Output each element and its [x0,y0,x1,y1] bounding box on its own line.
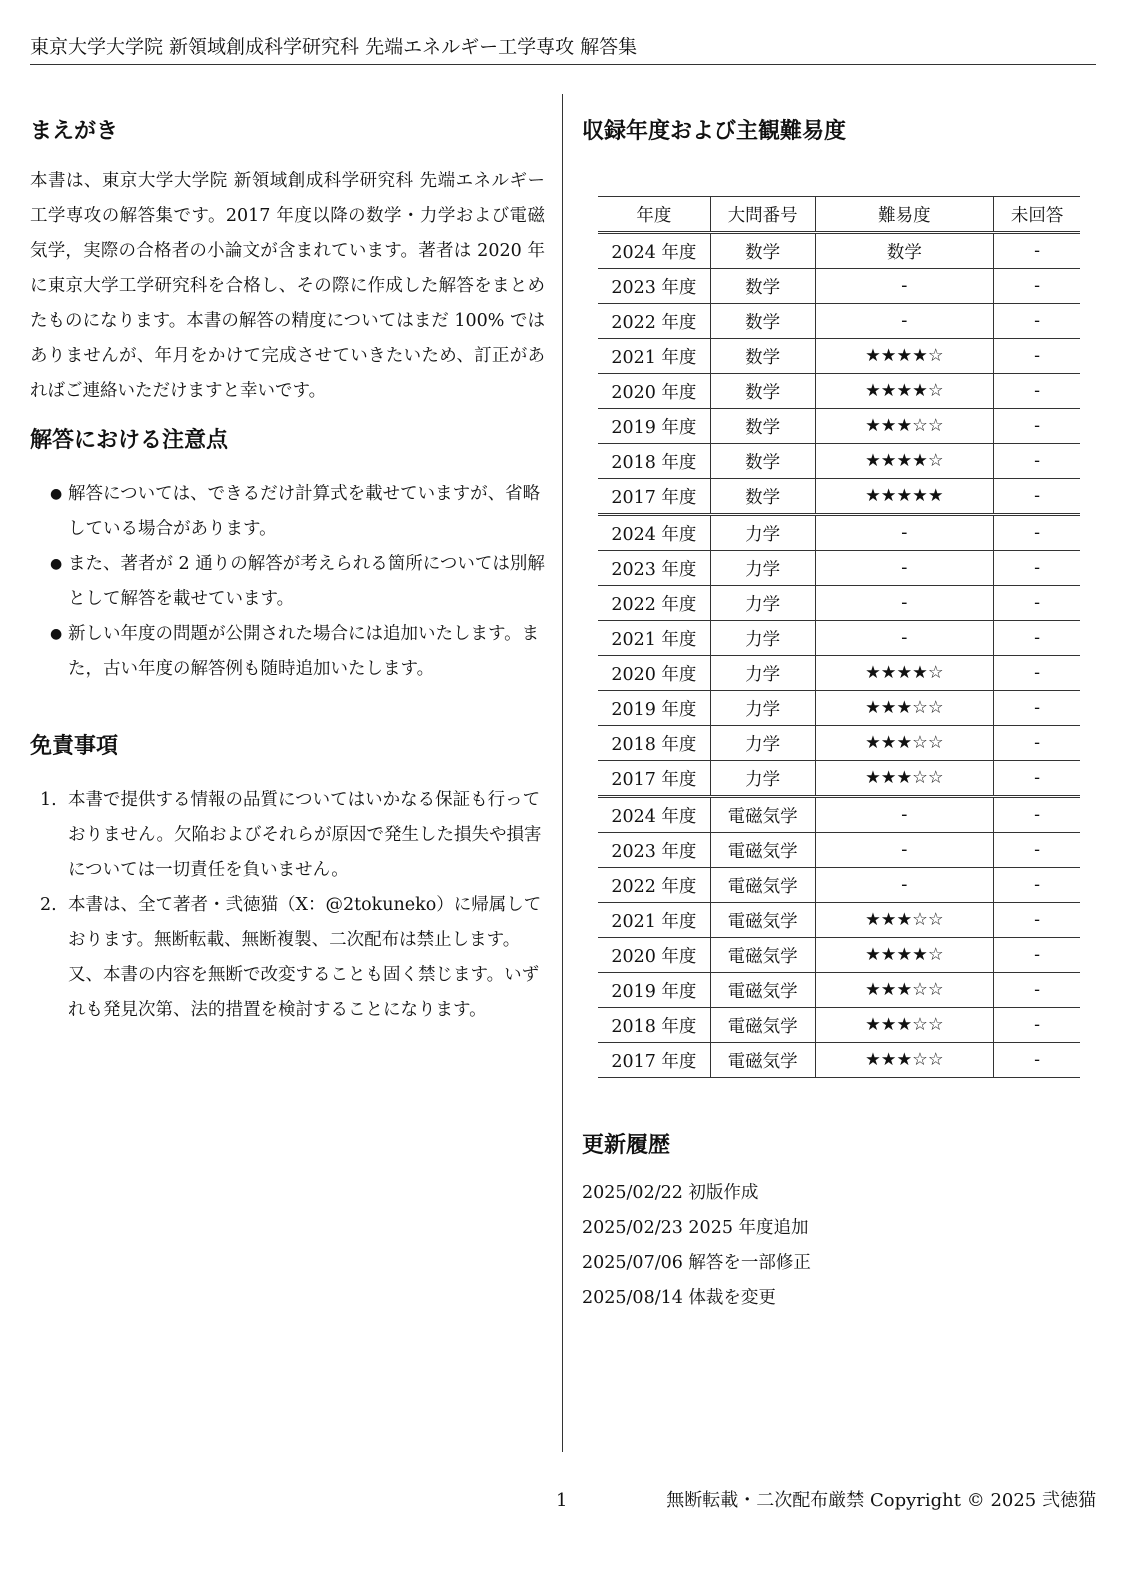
year-cell: 2017 年度 [598,761,710,797]
problem-cell: 力学 [710,761,815,797]
list-item [30,477,545,547]
unanswered-cell: - [994,586,1080,621]
unanswered-cell: - [994,1008,1080,1043]
difficulty-heading: 収録年度および主観難易度 [582,119,847,144]
column-divider [562,94,563,1452]
unanswered-cell: - [994,903,1080,938]
table-row [598,586,1080,621]
difficulty-cell: ★★★★☆ [815,656,994,691]
unanswered-cell: - [994,551,1080,586]
problem-cell: 電磁気学 [710,833,815,868]
note-text: また、著者が 2 通りの解答が考えられる箇所については別解として解答を載せています。 [68,554,545,609]
table-row [598,374,1080,409]
list-item [30,617,545,687]
year-cell: 2024 年度 [598,515,710,551]
unanswered-cell: - [994,374,1080,409]
year-cell: 2017 年度 [598,1043,710,1078]
table-row [598,656,1080,691]
history-entry: 2025/07/06 解答を一部修正 [582,1253,811,1273]
problem-cell: 力学 [710,621,815,656]
bullet-icon: ● [50,486,63,502]
table-row [598,444,1080,479]
copyright-notice: 無断転載・二次配布厳禁 Copyright © 2025 弐徳猫 [666,1490,1096,1511]
preface-text: 本書は、東京大学大学院 新領域創成科学研究科 先端エネルギー工学専攻の解答集です。2017 年度以降の数学・力学および電磁気学，実際の合格者の小論文が含まれています。著者は 2020 年に東京大学工学研究科を合格し、その際に作成した解答をまとめたものになります。本書の解答の精度についてはまだ 100% ではありませんが、年月をかけて完成させていきたいため、訂正があればご連絡いただけますと幸いです。 [30,171,545,401]
unanswered-cell: - [994,1043,1080,1078]
table-row [598,833,1080,868]
problem-cell: 数学 [710,339,815,374]
year-cell: 2017 年度 [598,479,710,515]
notes-heading: 解答における注意点 [30,428,229,453]
unanswered-cell: - [994,233,1080,269]
problem-cell: 電磁気学 [710,903,815,938]
table-row [598,691,1080,726]
unanswered-cell: - [994,339,1080,374]
year-cell: 2024 年度 [598,233,710,269]
year-cell: 2022 年度 [598,586,710,621]
difficulty-cell: - [815,868,994,903]
difficulty-cell: ★★★☆☆ [815,903,994,938]
difficulty-cell: ★★★★★ [815,479,994,515]
table-row [598,973,1080,1008]
difficulty-cell: ★★★☆☆ [815,726,994,761]
problem-cell: 数学 [710,409,815,444]
table-row [598,761,1080,797]
column-header: 難易度 [815,197,994,233]
year-cell: 2021 年度 [598,621,710,656]
year-cell: 2024 年度 [598,797,710,833]
table-row [598,479,1080,515]
difficulty-cell: ★★★★☆ [815,339,994,374]
bullet-icon: ● [50,556,63,572]
column-header: 未回答 [994,197,1080,233]
unanswered-cell: - [994,304,1080,339]
table-row [598,1043,1080,1078]
difficulty-table [598,196,1080,1078]
difficulty-cell: - [815,621,994,656]
problem-cell: 電磁気学 [710,1043,815,1078]
table-row [598,797,1080,833]
difficulty-cell: ★★★★☆ [815,444,994,479]
year-cell: 2023 年度 [598,551,710,586]
problem-cell: 電磁気学 [710,973,815,1008]
history-list [582,1176,1096,1316]
table-row [598,551,1080,586]
year-cell: 2023 年度 [598,833,710,868]
unanswered-cell: - [994,833,1080,868]
header-rule [30,64,1096,65]
year-cell: 2019 年度 [598,973,710,1008]
history-entry: 2025/02/23 2025 年度追加 [582,1218,809,1238]
history-entry: 2025/08/14 体裁を変更 [582,1288,776,1308]
running-header: 東京大学大学院 新領域創成科学研究科 先端エネルギー工学専攻 解答集 [30,36,638,58]
year-cell: 2018 年度 [598,726,710,761]
problem-cell: 電磁気学 [710,797,815,833]
difficulty-cell: ★★★☆☆ [815,1043,994,1078]
unanswered-cell: - [994,515,1080,551]
unanswered-cell: - [994,938,1080,973]
table-row [598,726,1080,761]
difficulty-cell: - [815,586,994,621]
unanswered-cell: - [994,269,1080,304]
right-column [582,112,1096,1316]
difficulty-cell: ★★★★☆ [815,374,994,409]
problem-cell: 力学 [710,656,815,691]
year-cell: 2020 年度 [598,374,710,409]
list-item [30,888,545,1028]
note-text: 新しい年度の問題が公開された場合には追加いたします。また，古い年度の解答例も随時追加いたします。 [68,624,540,679]
unanswered-cell: - [994,409,1080,444]
problem-cell: 力学 [710,586,815,621]
item-number: 2. [40,895,57,915]
problem-cell: 数学 [710,444,815,479]
difficulty-cell: ★★★☆☆ [815,1008,994,1043]
problem-cell: 力学 [710,691,815,726]
difficulty-cell: ★★★★☆ [815,938,994,973]
history-entry: 2025/02/22 初版作成 [582,1183,759,1203]
year-cell: 2020 年度 [598,938,710,973]
note-text: 解答については、できるだけ計算式を載せていますが、省略している場合があります。 [68,484,541,539]
list-item [30,547,545,617]
page-number: 1 [556,1490,568,1511]
left-column [30,112,545,1028]
difficulty-cell: ★★★☆☆ [815,409,994,444]
problem-cell: 数学 [710,374,815,409]
difficulty-cell: - [815,304,994,339]
year-cell: 2021 年度 [598,339,710,374]
disclaimer-text: 本書は、全て著者・弐徳猫（X：@2tokuneko）に帰属しております。無断転載、無断複製、二次配布は禁止します。又、本書の内容を無断で改変することも固く禁じます。いずれも発見次第、法的措置を検討することになります。 [68,895,542,1020]
problem-cell: 数学 [710,233,815,269]
bullet-icon: ● [50,626,63,642]
notes-list [30,477,545,687]
column-header: 年度 [598,197,710,233]
unanswered-cell: - [994,797,1080,833]
history-heading: 更新履歴 [582,1133,671,1158]
difficulty-cell: ★★★☆☆ [815,691,994,726]
disclaimer-text: 本書で提供する情報の品質についてはいかなる保証も行っておりません。欠陥およびそれらが原因で発生した損失や損害については一切責任を負いません。 [68,790,542,880]
unanswered-cell: - [994,691,1080,726]
table-body [598,233,1080,1078]
table-row [598,1008,1080,1043]
list-item [30,783,545,888]
table-row [598,903,1080,938]
table-row [598,868,1080,903]
difficulty-cell: 数学 [815,233,994,269]
year-cell: 2018 年度 [598,1008,710,1043]
disclaimer-heading: 免責事項 [30,734,119,759]
table-row [598,621,1080,656]
year-cell: 2018 年度 [598,444,710,479]
year-cell: 2021 年度 [598,903,710,938]
difficulty-cell: ★★★☆☆ [815,761,994,797]
unanswered-cell: - [994,761,1080,797]
problem-cell: 数学 [710,269,815,304]
unanswered-cell: - [994,726,1080,761]
unanswered-cell: - [994,656,1080,691]
difficulty-cell: ★★★☆☆ [815,973,994,1008]
table-row [598,938,1080,973]
difficulty-cell: - [815,269,994,304]
problem-cell: 力学 [710,726,815,761]
problem-cell: 数学 [710,479,815,515]
difficulty-cell: - [815,551,994,586]
year-cell: 2019 年度 [598,691,710,726]
year-cell: 2019 年度 [598,409,710,444]
problem-cell: 電磁気学 [710,938,815,973]
disclaimer-list [30,783,545,1028]
year-cell: 2023 年度 [598,269,710,304]
year-cell: 2020 年度 [598,656,710,691]
problem-cell: 力学 [710,551,815,586]
table-row [598,515,1080,551]
difficulty-cell: - [815,833,994,868]
unanswered-cell: - [994,973,1080,1008]
year-cell: 2022 年度 [598,304,710,339]
preface-heading: まえがき [30,119,119,144]
table-row [598,269,1080,304]
table-row [598,339,1080,374]
column-header: 大問番号 [710,197,815,233]
problem-cell: 力学 [710,515,815,551]
table-row [598,233,1080,269]
unanswered-cell: - [994,868,1080,903]
item-number: 1. [40,790,57,810]
difficulty-cell: - [815,797,994,833]
table-row [598,304,1080,339]
difficulty-cell: - [815,515,994,551]
table-header-row [598,197,1080,233]
year-cell: 2022 年度 [598,868,710,903]
problem-cell: 数学 [710,304,815,339]
unanswered-cell: - [994,621,1080,656]
unanswered-cell: - [994,479,1080,515]
table-row [598,409,1080,444]
problem-cell: 電磁気学 [710,1008,815,1043]
problem-cell: 電磁気学 [710,868,815,903]
unanswered-cell: - [994,444,1080,479]
